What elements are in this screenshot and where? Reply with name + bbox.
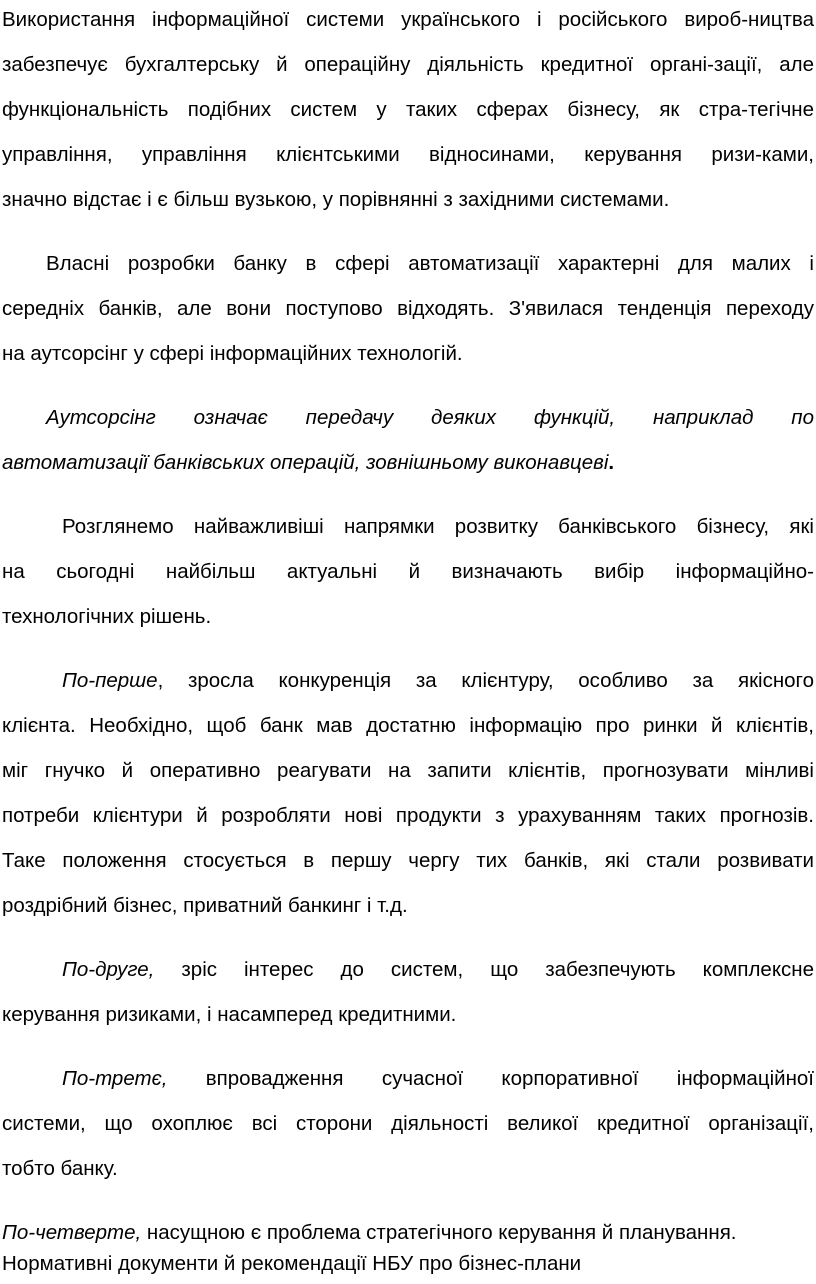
paragraph-1-line-1: Використання інформаційної системи українського і російського вироб-ництва <box>2 8 814 31</box>
paragraph-4-line-3: технологічних рішень. <box>2 605 212 628</box>
paragraph-7-lead: По-третє, <box>62 1067 168 1090</box>
paragraph-3-line-2 <box>2 451 814 475</box>
paragraph-6-line-1 <box>62 958 814 982</box>
paragraph-6-lead-rest: зріс інтерес до систем, що забезпечують комплексне <box>154 958 814 981</box>
paragraph-2-line-3: на аутсорсінг у сфері інформаційних технологій. <box>2 342 463 365</box>
paragraph-1-line-4: управління, управління клієнтськими відносинами, керування ризи-ками, <box>2 143 814 166</box>
paragraph-1-line-5: значно відстає і є більш вузькою, у порівнянні з західними системами. <box>2 188 670 211</box>
paragraph-5-lead: По-перше <box>62 669 158 692</box>
paragraph-5-lead-rest: , зросла конкуренція за клієнтуру, особливо за якісного <box>157 669 814 692</box>
paragraph-5-line-1 <box>62 669 814 693</box>
paragraph-6-lead: По-друге, <box>62 958 155 981</box>
paragraph-7-line-1 <box>62 1067 814 1091</box>
paragraph-7-line-2: системи, що охоплює всі сторони діяльності великої кредитної організації, <box>2 1112 814 1135</box>
paragraph-8-lead-rest: насущною є проблема стратегічного керування й планування. <box>141 1221 737 1244</box>
paragraph-4-line-2: на сьогодні найбільш актуальні й визначають вибір інформаційно- <box>2 560 814 583</box>
paragraph-5-line-4: потреби клієнтури й розробляти нові продукти з урахуванням таких прогнозів. <box>2 804 814 827</box>
paragraph-7-line-3: тобто банку. <box>2 1157 118 1180</box>
paragraph-5-line-2: клієнта. Необхідно, щоб банк мав достатню інформацію про ринки й клієнтів, <box>2 714 814 737</box>
paragraph-5-line-3: міг гнучко й оперативно реагувати на запити клієнтів, прогнозувати мінливі <box>2 759 814 782</box>
paragraph-2-line-2: середніх банків, але вони поступово відходять. З'явилася тенденція переходу <box>2 297 814 320</box>
paragraph-7-lead-rest: впровадження сучасної корпоративної інформаційної <box>167 1067 814 1090</box>
paragraph-3-end-mark: . <box>608 451 615 474</box>
paragraph-6-line-2: керування ризиками, і насамперед кредитними. <box>2 1003 457 1026</box>
paragraph-8-line-1 <box>2 1221 814 1245</box>
paragraph-8-lead: По-четверте, <box>2 1221 142 1244</box>
paragraph-3-line-2-text: автоматизації банківських операцій, зовнішньому виконавцеві <box>2 451 609 474</box>
paragraph-1-line-2: забезпечує бухгалтерську й операційну діяльність кредитної органі-зації, але <box>2 53 814 76</box>
paragraph-5-line-6: роздрібний бізнес, приватний банкинг і т.д. <box>2 894 408 917</box>
paragraph-4-line-1: Розглянемо найважливіші напрямки розвитку банківського бізнесу, які <box>62 515 814 538</box>
paragraph-1-line-3: функціональність подібних систем у таких сферах бізнесу, як стра-тегічне <box>2 98 814 121</box>
paragraph-3-line-1: Аутсорсінг означає передачу деяких функцій, наприклад по <box>46 406 814 429</box>
paragraph-5-line-5: Таке положення стосується в першу чергу тих банків, які стали розвивати <box>2 849 814 872</box>
paragraph-2-line-1: Власні розробки банку в сфері автоматизації характерні для малих і <box>46 252 814 275</box>
paragraph-8-line-2: Нормативні документи й рекомендації НБУ про бізнес-плани <box>2 1252 582 1275</box>
